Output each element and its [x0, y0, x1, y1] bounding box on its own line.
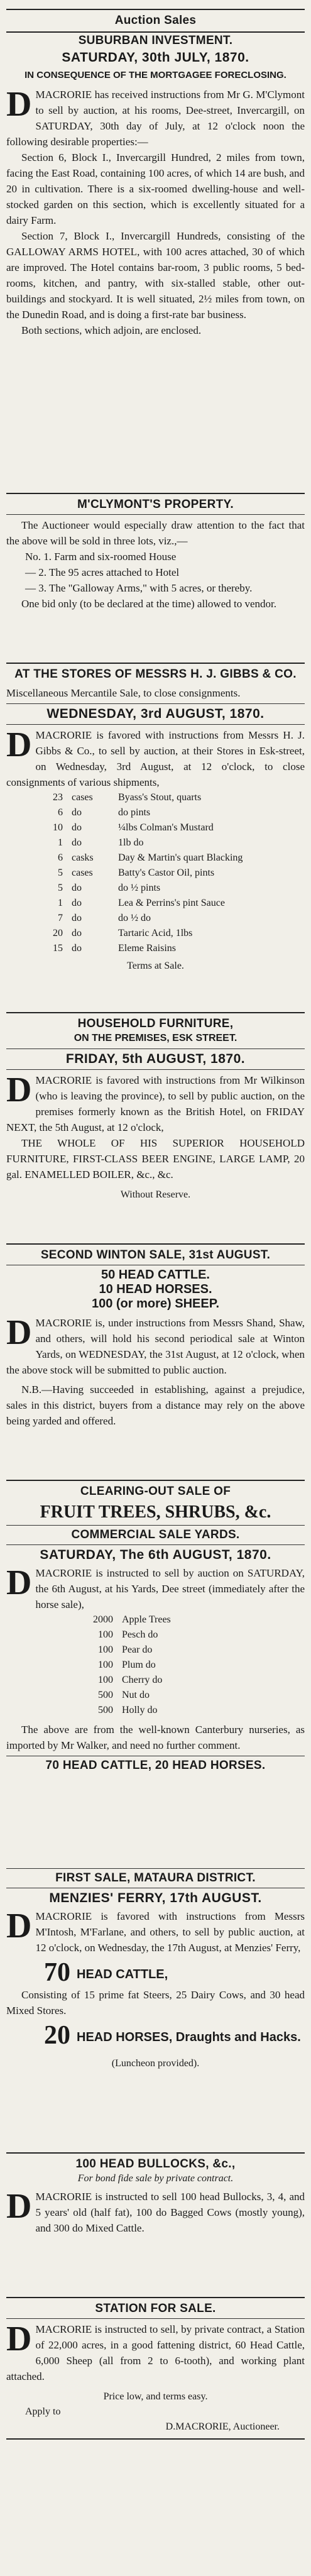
ad9-signature: D.MACRORIE, Auctioneer.: [165, 2421, 280, 2432]
item-description: do pints: [118, 807, 151, 818]
ad5-nb: N.B.—Having succeeded in establishing, against a prejudice, sales in this district, buyers from a distance may rely on the above being yarded and offered.: [6, 1384, 305, 1427]
item-unit: do: [72, 837, 82, 848]
ad9-apply: Apply to: [25, 2406, 61, 2417]
item-quantity: 1: [58, 837, 63, 848]
item-unit: do: [72, 883, 82, 893]
item-quantity: 5: [58, 867, 63, 878]
ad1-title: SUBURBAN INVESTMENT.: [78, 34, 233, 47]
item-description: Cherry do: [122, 1675, 163, 1685]
ad-gibbs-stores: [6, 659, 305, 974]
ad7-cattle-count: 70: [44, 1958, 70, 1987]
ad3-item: [6, 790, 305, 805]
ad1-section-6: Section 6, Block I., Invercargill Hundred, 2 miles from town, facing the East Road, containing 100 acres, of which 14 are bush, and 20 in cultivation. There is a six-roomed dwelling-house and well-stocked garden on this section, which is excellently situated for a dairy Farm.: [6, 151, 305, 226]
ad7-date: MENZIES' FERRY, 17th AUGUST.: [49, 1891, 262, 1905]
item-unit: do: [72, 943, 82, 954]
ad5-line-sheep: 100 (or more) SHEEP.: [91, 1297, 220, 1311]
ad3-item: [6, 850, 305, 866]
item-description: Lea & Perrins's pint Sauce: [118, 898, 225, 908]
ad7-horses-label: HEAD HORSES, Draughts and Hacks.: [77, 2030, 301, 2044]
ad2-intro: The Auctioneer would especially draw attention to the fact that the above will be sold in three lots, viz.,—: [6, 519, 305, 547]
item-description: 1lb do: [118, 837, 144, 848]
ad3-item: [6, 820, 305, 835]
item-quantity: 20: [53, 928, 63, 938]
ad1-section-7: Section 7, Block I., Invercargill Hundreds, consisting of the GALLOWAY ARMS HOTEL, with 100 acres attached, 30 of which are improved. The Hotel contains bar-room, 3 public rooms, 5 bed-rooms, kitchen, and pantry, with six-stalled stable, other out-buildings and stockyard. It is well situated, 2½ miles from town, on the Dunedin Road, and is doing a first-rate bar business.: [6, 230, 305, 321]
ad6-item: [6, 1658, 305, 1673]
item-description: Holly do: [122, 1705, 158, 1715]
ad6-title: CLEARING-OUT SALE OF: [80, 1485, 231, 1498]
item-description: ¼lbs Colman's Mustard: [118, 822, 214, 833]
item-description: do ½ do: [118, 913, 151, 923]
ad4-body: THE WHOLE OF HIS SUPERIOR HOUSEHOLD FURNITURE, FIRST-CLASS BEER ENGINE, LARGE LAMP, 20 gal. ENAMELLED BOILER, &c., &c.: [6, 1137, 305, 1181]
masthead-block: [6, 5, 305, 36]
ad8-intro: DMACRORIE is instructed to sell 100 head Bullocks, 3, 4, and 5 years' old (half fat), 100 do Bagged Cows (mostly young), and 300 do Mixed Cattle.: [6, 2187, 305, 2234]
item-quantity: 100: [98, 1629, 113, 1640]
ad-household-furniture: [6, 1008, 305, 1203]
item-quantity: 6: [58, 852, 63, 863]
ad7-close: (Luncheon provided).: [111, 2058, 200, 2069]
ad7-title: FIRST SALE, MATAURA DISTRICT.: [55, 1871, 256, 1885]
ad3-subtitle: Miscellaneous Mercantile Sale, to close consignments.: [6, 687, 241, 699]
ad7-body: Consisting of 15 prime fat Steers, 25 Dairy Cows, and 30 head Mixed Stores.: [6, 1989, 305, 2017]
item-quantity: 7: [58, 913, 63, 923]
ad3-terms: Terms at Sale.: [127, 960, 184, 971]
ad6-tail: 70 HEAD CATTLE, 20 HEAD HORSES.: [45, 1759, 266, 1772]
ad6-item: [6, 1643, 305, 1658]
ad6-item: [6, 1627, 305, 1643]
ad3-item: [6, 896, 305, 911]
item-description: Pesch do: [122, 1629, 158, 1640]
ad3-item: [6, 805, 305, 820]
ad6-item: [6, 1673, 305, 1688]
item-description: Eleme Raisins: [118, 943, 176, 954]
ad3-item: [6, 835, 305, 850]
ad6-item: [6, 1688, 305, 1703]
ad4-close: Without Reserve.: [120, 1189, 191, 1200]
ad2-title: M'CLYMONT'S PROPERTY.: [77, 498, 234, 511]
ad1-close: Both sections, which adjoin, are enclosed.: [21, 324, 202, 336]
masthead: Auction Sales: [114, 14, 197, 27]
item-unit: do: [72, 898, 82, 908]
ad9-intro: DMACRORIE is instructed to sell, by private contract, a Station of 22,000 acres, in a good fattening district, 60 Head Cattle, 6,000 Sheep (all from 2 to 6-tooth), and working plant attached.: [6, 2320, 305, 2382]
ad-suburban-investment: [6, 34, 305, 338]
ad7-cattle-line: [6, 1958, 305, 1987]
item-quantity: 500: [98, 1690, 113, 1700]
ad6-intro: DMACRORIE is instructed to sell by auction on SATURDAY, the 6th August, at his Yards, Dee street (immediately after the horse sale),: [6, 1563, 305, 1610]
item-quantity: 5: [58, 883, 63, 893]
item-unit: do: [72, 913, 82, 923]
ad6-date: SATURDAY, The 6th AUGUST, 1870.: [40, 1548, 271, 1562]
ad3-item: [6, 881, 305, 896]
ad6-headline: FRUIT TREES, SHRUBS, &c.: [40, 1502, 271, 1522]
item-quantity: 15: [53, 943, 63, 954]
ad3-item: [6, 941, 305, 956]
item-quantity: 6: [58, 807, 63, 818]
ad1-subheading: IN CONSEQUENCE OF THE MORTGAGEE FORECLOSING.: [25, 70, 286, 80]
item-description: Batty's Castor Oil, pints: [118, 867, 215, 878]
item-description: Nut do: [122, 1690, 150, 1700]
ad2-close: One bid only (to be declared at the time) allowed to vendor.: [21, 598, 276, 610]
ad7-cattle-label: HEAD CATTLE,: [77, 1968, 168, 1981]
item-unit: do: [72, 822, 82, 833]
item-quantity: 100: [98, 1675, 113, 1685]
ad9-terms: Price low, and terms easy.: [103, 2391, 208, 2402]
ad4-date: FRIDAY, 5th AUGUST, 1870.: [65, 1052, 246, 1066]
ad3-item-list: [6, 790, 305, 956]
item-quantity: 2000: [93, 1614, 113, 1625]
ad3-item: [6, 866, 305, 881]
ad6-item: [6, 1703, 305, 1718]
ad5-line-horses: 10 HEAD HORSES.: [99, 1282, 212, 1296]
ad9-title: STATION FOR SALE.: [95, 2302, 216, 2315]
ad1-intro: DMACRORIE has received instructions from Mr G. M'Clymont to sell by auction, at his rooms, Dee-street, Invercargill, on SATURDAY, 30th day of July, at 12 o'clock noon the following desirable properties:—: [6, 85, 305, 148]
ad4-subtitle: ON THE PREMISES, ESK STREET.: [74, 1033, 237, 1043]
ad7-intro: DMACRORIE is favored with instructions from Messrs M'Intosh, M'Farlane, and others, to sell by public auction, at 12 o'clock, on Wednesday, the 17th August, at Menzies' Ferry,: [6, 1907, 305, 1954]
ad5-intro: DMACRORIE is, under instructions from Messrs Shand, Shaw, and others, will hold his second periodical sale at Winton Yards, on WEDNESDAY, the 31st August, at 12 o'clock, when the above stock will be submitted to public auction.: [6, 1313, 305, 1376]
item-unit: do: [72, 928, 82, 938]
ad7-horses-count: 20: [44, 2021, 70, 2050]
ad2-lot-2: — 2. The 95 acres attached to Hotel: [25, 566, 180, 578]
ad1-date: SATURDAY, 30th JULY, 1870.: [62, 50, 249, 65]
item-quantity: 1: [58, 898, 63, 908]
ad2-lot-1: No. 1. Farm and six-roomed House: [25, 551, 177, 563]
ad3-title: AT THE STORES OF MESSRS H. J. GIBBS & CO.: [14, 668, 297, 681]
item-unit: cases: [72, 867, 93, 878]
ad3-item: [6, 926, 305, 941]
ad6-close: The above are from the well-known Canterbury nurseries, as imported by Mr Walker, and need no further comment.: [6, 1724, 305, 1751]
ad-station-for-sale: [6, 2293, 305, 2443]
ad4-title: HOUSEHOLD FURNITURE,: [77, 1017, 234, 1030]
ad8-subtitle: For bond fide sale by private contract.: [77, 2173, 234, 2184]
item-description: Tartaric Acid, 1lbs: [118, 928, 193, 938]
ad3-item: [6, 911, 305, 926]
ad5-line-cattle: 50 HEAD CATTLE.: [101, 1268, 210, 1282]
ad-mclymont-property: [6, 489, 305, 612]
ad2-lot-3: — 3. The "Galloway Arms," with 5 acres, or thereby.: [25, 582, 253, 594]
item-description: Day & Martin's quart Blacking: [118, 852, 243, 863]
ad-bullocks: [6, 2149, 305, 2236]
item-quantity: 100: [98, 1644, 113, 1655]
ad8-title: 100 HEAD BULLOCKS, &c.,: [75, 2157, 236, 2171]
item-description: Apple Trees: [122, 1614, 171, 1625]
ad6-yard: COMMERCIAL SALE YARDS.: [71, 1528, 240, 1541]
ad7-horses-line: [6, 2021, 305, 2050]
ad6-item-list: [6, 1612, 305, 1718]
item-description: Pear do: [122, 1644, 153, 1655]
item-unit: do: [72, 807, 82, 818]
item-quantity: 23: [53, 792, 63, 803]
item-unit: cases: [72, 792, 93, 803]
ad3-date: WEDNESDAY, 3rd AUGUST, 1870.: [46, 707, 265, 721]
ad-winton-sale: [6, 1240, 305, 1429]
item-quantity: 500: [98, 1705, 113, 1715]
item-description: do ½ pints: [118, 883, 161, 893]
ad5-title: SECOND WINTON SALE, 31st AUGUST.: [40, 1248, 271, 1262]
item-description: Byass's Stout, quarts: [118, 792, 202, 803]
ad-mataura-district: [6, 1866, 305, 2071]
ad6-item: [6, 1612, 305, 1627]
ad3-intro: DMACRORIE is favored with instructions from Messrs H. J. Gibbs & Co., to sell by auction, at their Stores in Esk-street, on Wednesday, 3rd August, at 12 o'clock, to close consignments of various shipments,: [6, 725, 305, 788]
item-unit: casks: [72, 852, 94, 863]
ad4-intro: DMACRORIE is favored with instructions from Mr Wilkinson (who is leaving the province), to sell by public auction, on the premises formerly known as the British Hotel, on FRIDAY NEXT, the 5th August, at 12 o'clock,: [6, 1071, 305, 1133]
item-description: Plum do: [122, 1660, 156, 1670]
item-quantity: 100: [98, 1660, 113, 1670]
item-quantity: 10: [53, 822, 63, 833]
ad-fruit-trees: [6, 1476, 305, 1773]
